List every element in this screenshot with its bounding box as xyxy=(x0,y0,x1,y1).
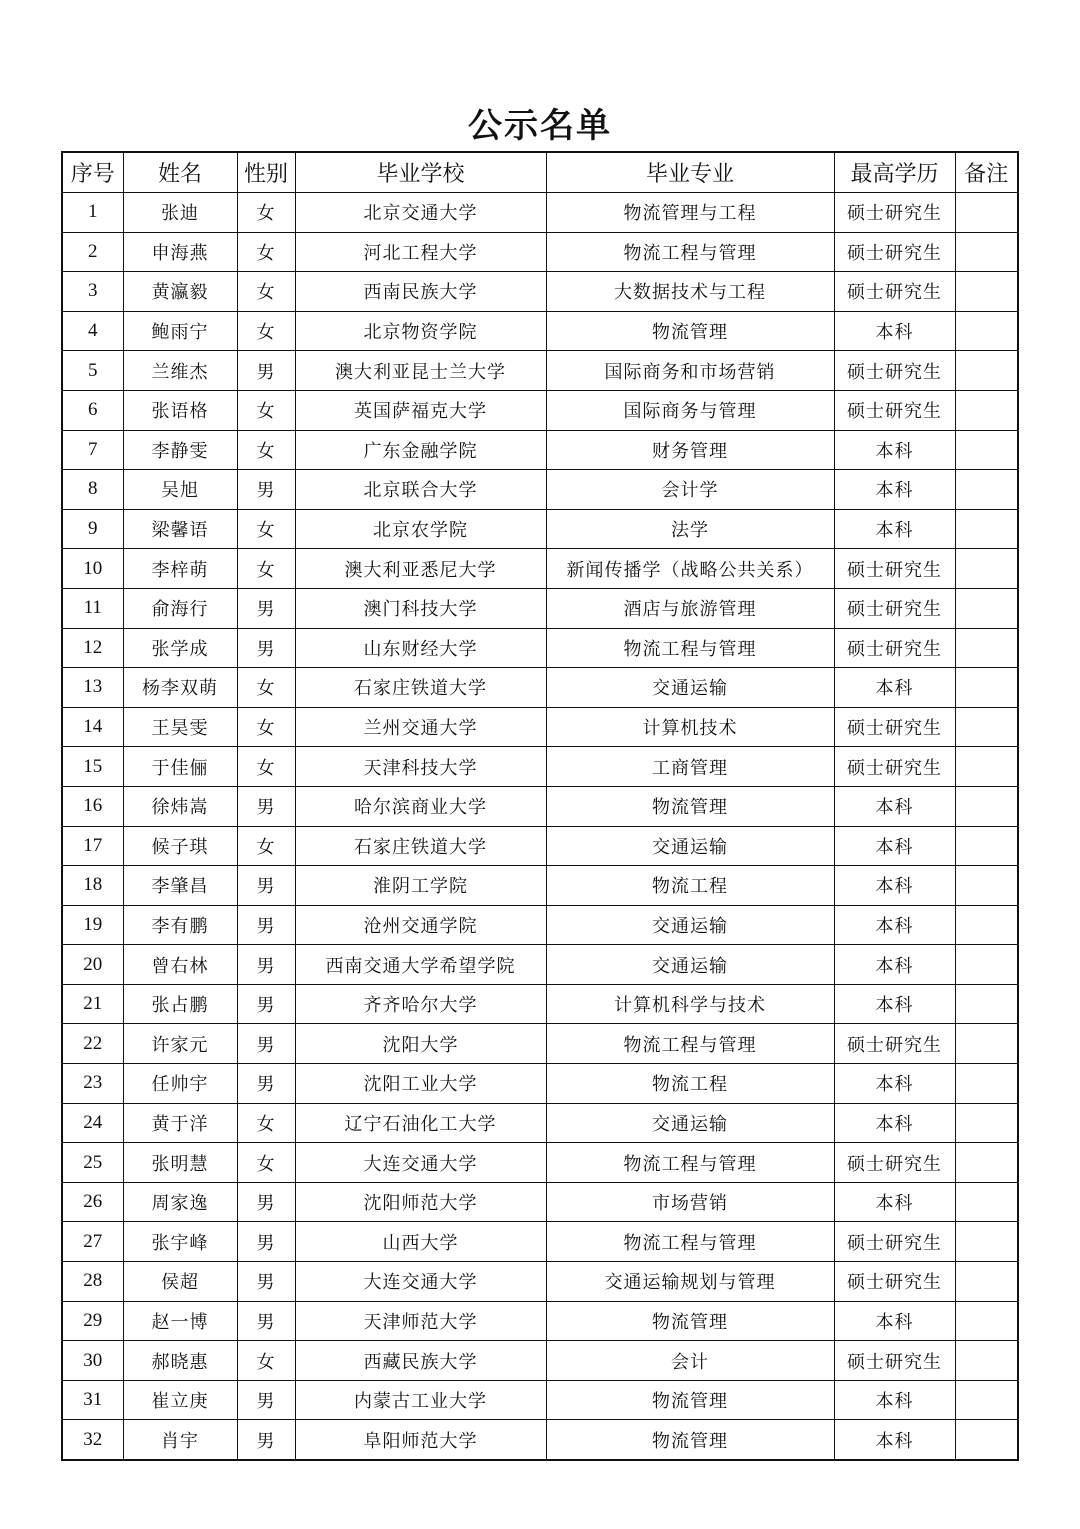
cell-remarks xyxy=(955,272,1018,312)
table-row xyxy=(62,984,1018,1024)
cell-school: 英国萨福克大学 xyxy=(295,390,546,430)
cell-name: 李肇昌 xyxy=(123,866,237,906)
table-row xyxy=(62,1301,1018,1341)
table-row xyxy=(62,588,1018,628)
cell-school: 山东财经大学 xyxy=(295,628,546,668)
cell-remarks xyxy=(955,826,1018,866)
roster-body xyxy=(62,193,1018,1461)
cell-gender: 男 xyxy=(237,866,295,906)
cell-name: 候子琪 xyxy=(123,826,237,866)
cell-remarks xyxy=(955,1143,1018,1183)
table-row xyxy=(62,945,1018,985)
cell-gender: 男 xyxy=(237,945,295,985)
table-row xyxy=(62,707,1018,747)
cell-name: 张语格 xyxy=(123,390,237,430)
cell-remarks xyxy=(955,1262,1018,1302)
cell-major: 国际商务和市场营销 xyxy=(546,351,834,391)
cell-school: 沈阳师范大学 xyxy=(295,1182,546,1222)
cell-major: 工商管理 xyxy=(546,747,834,787)
cell-remarks xyxy=(955,509,1018,549)
cell-name: 吴旭 xyxy=(123,470,237,510)
cell-school: 西南民族大学 xyxy=(295,272,546,312)
cell-degree: 硕士研究生 xyxy=(834,193,955,233)
cell-major: 法学 xyxy=(546,509,834,549)
table-row xyxy=(62,509,1018,549)
table-row xyxy=(62,430,1018,470)
cell-remarks xyxy=(955,984,1018,1024)
table-row xyxy=(62,866,1018,906)
cell-degree: 硕士研究生 xyxy=(834,1222,955,1262)
cell-major: 会计学 xyxy=(546,470,834,510)
cell-index: 8 xyxy=(62,470,123,510)
table-row xyxy=(62,232,1018,272)
cell-index: 15 xyxy=(62,747,123,787)
cell-remarks xyxy=(955,707,1018,747)
cell-degree: 本科 xyxy=(834,984,955,1024)
cell-index: 24 xyxy=(62,1103,123,1143)
cell-degree: 硕士研究生 xyxy=(834,1341,955,1381)
header-cell-index: 序号 xyxy=(62,152,123,193)
cell-index: 5 xyxy=(62,351,123,391)
cell-gender: 女 xyxy=(237,707,295,747)
table-row xyxy=(62,1064,1018,1104)
cell-name: 曾右林 xyxy=(123,945,237,985)
cell-school: 辽宁石油化工大学 xyxy=(295,1103,546,1143)
cell-index: 6 xyxy=(62,390,123,430)
cell-school: 内蒙古工业大学 xyxy=(295,1380,546,1420)
table-row xyxy=(62,311,1018,351)
cell-index: 27 xyxy=(62,1222,123,1262)
cell-name: 张宇峰 xyxy=(123,1222,237,1262)
cell-name: 周家逸 xyxy=(123,1182,237,1222)
cell-degree: 硕士研究生 xyxy=(834,1262,955,1302)
cell-name: 侯超 xyxy=(123,1262,237,1302)
cell-major: 会计 xyxy=(546,1341,834,1381)
cell-school: 澳大利亚昆士兰大学 xyxy=(295,351,546,391)
table-row xyxy=(62,1222,1018,1262)
cell-degree: 本科 xyxy=(834,1380,955,1420)
cell-index: 14 xyxy=(62,707,123,747)
cell-remarks xyxy=(955,1064,1018,1104)
cell-major: 交通运输 xyxy=(546,905,834,945)
cell-gender: 男 xyxy=(237,786,295,826)
cell-school: 北京农学院 xyxy=(295,509,546,549)
cell-school: 山西大学 xyxy=(295,1222,546,1262)
table-row xyxy=(62,905,1018,945)
cell-gender: 女 xyxy=(237,1103,295,1143)
cell-remarks xyxy=(955,1182,1018,1222)
cell-major: 财务管理 xyxy=(546,430,834,470)
cell-school: 淮阴工学院 xyxy=(295,866,546,906)
cell-name: 于佳俪 xyxy=(123,747,237,787)
table-row xyxy=(62,826,1018,866)
cell-name: 李有鹏 xyxy=(123,905,237,945)
cell-degree: 本科 xyxy=(834,1301,955,1341)
cell-gender: 男 xyxy=(237,628,295,668)
header-cell-major: 毕业专业 xyxy=(546,152,834,193)
cell-major: 物流管理 xyxy=(546,1420,834,1460)
table-row xyxy=(62,272,1018,312)
cell-degree: 本科 xyxy=(834,945,955,985)
table-row xyxy=(62,390,1018,430)
cell-index: 20 xyxy=(62,945,123,985)
cell-school: 西藏民族大学 xyxy=(295,1341,546,1381)
cell-index: 31 xyxy=(62,1380,123,1420)
cell-gender: 男 xyxy=(237,1064,295,1104)
cell-remarks xyxy=(955,470,1018,510)
cell-name: 杨李双萌 xyxy=(123,668,237,708)
cell-major: 交通运输 xyxy=(546,668,834,708)
cell-index: 23 xyxy=(62,1064,123,1104)
cell-index: 13 xyxy=(62,668,123,708)
cell-gender: 男 xyxy=(237,1262,295,1302)
cell-index: 12 xyxy=(62,628,123,668)
cell-name: 黄于洋 xyxy=(123,1103,237,1143)
cell-remarks xyxy=(955,193,1018,233)
cell-school: 广东金融学院 xyxy=(295,430,546,470)
cell-school: 北京物资学院 xyxy=(295,311,546,351)
cell-remarks xyxy=(955,1103,1018,1143)
header-cell-school: 毕业学校 xyxy=(295,152,546,193)
cell-index: 16 xyxy=(62,786,123,826)
cell-major: 物流管理 xyxy=(546,786,834,826)
header-cell-degree: 最高学历 xyxy=(834,152,955,193)
cell-remarks xyxy=(955,311,1018,351)
cell-school: 天津师范大学 xyxy=(295,1301,546,1341)
table-row xyxy=(62,1103,1018,1143)
cell-gender: 男 xyxy=(237,470,295,510)
cell-index: 10 xyxy=(62,549,123,589)
cell-school: 河北工程大学 xyxy=(295,232,546,272)
header-cell-gender: 性别 xyxy=(237,152,295,193)
table-row xyxy=(62,628,1018,668)
cell-name: 徐炜嵩 xyxy=(123,786,237,826)
cell-degree: 硕士研究生 xyxy=(834,232,955,272)
cell-degree: 本科 xyxy=(834,1103,955,1143)
cell-major: 国际商务与管理 xyxy=(546,390,834,430)
table-row xyxy=(62,1420,1018,1460)
cell-gender: 女 xyxy=(237,272,295,312)
cell-degree: 硕士研究生 xyxy=(834,390,955,430)
cell-major: 物流管理 xyxy=(546,311,834,351)
cell-degree: 硕士研究生 xyxy=(834,1143,955,1183)
cell-gender: 男 xyxy=(237,1380,295,1420)
cell-remarks xyxy=(955,668,1018,708)
cell-remarks xyxy=(955,786,1018,826)
table-row xyxy=(62,747,1018,787)
cell-name: 李梓萌 xyxy=(123,549,237,589)
cell-degree: 本科 xyxy=(834,311,955,351)
table-row xyxy=(62,470,1018,510)
cell-gender: 女 xyxy=(237,390,295,430)
cell-index: 17 xyxy=(62,826,123,866)
cell-index: 11 xyxy=(62,588,123,628)
cell-major: 物流工程 xyxy=(546,1064,834,1104)
cell-major: 交通运输 xyxy=(546,1103,834,1143)
cell-gender: 女 xyxy=(237,509,295,549)
cell-remarks xyxy=(955,351,1018,391)
page-title: 公示名单 xyxy=(468,106,612,146)
cell-index: 22 xyxy=(62,1024,123,1064)
cell-major: 物流工程与管理 xyxy=(546,1024,834,1064)
cell-school: 北京交通大学 xyxy=(295,193,546,233)
cell-gender: 女 xyxy=(237,549,295,589)
cell-gender: 男 xyxy=(237,1182,295,1222)
cell-remarks xyxy=(955,430,1018,470)
cell-index: 30 xyxy=(62,1341,123,1381)
table-row xyxy=(62,1024,1018,1064)
cell-school: 澳大利亚悉尼大学 xyxy=(295,549,546,589)
cell-gender: 女 xyxy=(237,232,295,272)
cell-school: 大连交通大学 xyxy=(295,1143,546,1183)
cell-major: 计算机技术 xyxy=(546,707,834,747)
cell-degree: 硕士研究生 xyxy=(834,588,955,628)
cell-name: 梁馨语 xyxy=(123,509,237,549)
cell-degree: 本科 xyxy=(834,430,955,470)
cell-degree: 本科 xyxy=(834,866,955,906)
header-row xyxy=(62,152,1018,193)
cell-index: 26 xyxy=(62,1182,123,1222)
cell-remarks xyxy=(955,866,1018,906)
cell-school: 齐齐哈尔大学 xyxy=(295,984,546,1024)
cell-school: 大连交通大学 xyxy=(295,1262,546,1302)
cell-gender: 女 xyxy=(237,826,295,866)
header-cell-remarks: 备注 xyxy=(955,152,1018,193)
cell-remarks xyxy=(955,1301,1018,1341)
cell-remarks xyxy=(955,1222,1018,1262)
cell-name: 鲍雨宁 xyxy=(123,311,237,351)
cell-remarks xyxy=(955,905,1018,945)
cell-major: 酒店与旅游管理 xyxy=(546,588,834,628)
cell-major: 物流管理 xyxy=(546,1380,834,1420)
cell-major: 物流管理 xyxy=(546,1301,834,1341)
cell-degree: 本科 xyxy=(834,786,955,826)
cell-gender: 男 xyxy=(237,1420,295,1460)
cell-remarks xyxy=(955,232,1018,272)
cell-name: 张占鹏 xyxy=(123,984,237,1024)
cell-major: 物流工程与管理 xyxy=(546,1143,834,1183)
cell-major: 计算机科学与技术 xyxy=(546,984,834,1024)
cell-index: 9 xyxy=(62,509,123,549)
table-row xyxy=(62,668,1018,708)
cell-degree: 本科 xyxy=(834,668,955,708)
cell-name: 郝晓惠 xyxy=(123,1341,237,1381)
cell-degree: 本科 xyxy=(834,1182,955,1222)
table-row xyxy=(62,351,1018,391)
cell-name: 许家元 xyxy=(123,1024,237,1064)
cell-major: 大数据技术与工程 xyxy=(546,272,834,312)
cell-degree: 本科 xyxy=(834,509,955,549)
cell-major: 交通运输 xyxy=(546,945,834,985)
cell-name: 肖宇 xyxy=(123,1420,237,1460)
cell-remarks xyxy=(955,1341,1018,1381)
cell-degree: 硕士研究生 xyxy=(834,272,955,312)
cell-index: 2 xyxy=(62,232,123,272)
cell-degree: 硕士研究生 xyxy=(834,351,955,391)
cell-name: 赵一博 xyxy=(123,1301,237,1341)
cell-gender: 男 xyxy=(237,1222,295,1262)
cell-school: 石家庄铁道大学 xyxy=(295,826,546,866)
cell-remarks xyxy=(955,1380,1018,1420)
cell-index: 19 xyxy=(62,905,123,945)
cell-remarks xyxy=(955,1024,1018,1064)
cell-school: 西南交通大学希望学院 xyxy=(295,945,546,985)
cell-degree: 硕士研究生 xyxy=(834,628,955,668)
cell-name: 崔立庚 xyxy=(123,1380,237,1420)
cell-degree: 本科 xyxy=(834,1420,955,1460)
roster-table xyxy=(61,151,1019,1461)
cell-name: 李静雯 xyxy=(123,430,237,470)
cell-gender: 女 xyxy=(237,1341,295,1381)
cell-gender: 女 xyxy=(237,1143,295,1183)
table-row xyxy=(62,1182,1018,1222)
cell-major: 新闻传播学（战略公共关系） xyxy=(546,549,834,589)
cell-name: 张明慧 xyxy=(123,1143,237,1183)
table-row xyxy=(62,549,1018,589)
cell-index: 29 xyxy=(62,1301,123,1341)
cell-degree: 本科 xyxy=(834,1064,955,1104)
cell-index: 25 xyxy=(62,1143,123,1183)
cell-major: 物流工程 xyxy=(546,866,834,906)
table-row xyxy=(62,1262,1018,1302)
cell-degree: 本科 xyxy=(834,470,955,510)
cell-gender: 男 xyxy=(237,351,295,391)
cell-school: 兰州交通大学 xyxy=(295,707,546,747)
cell-remarks xyxy=(955,747,1018,787)
cell-index: 21 xyxy=(62,984,123,1024)
cell-school: 沈阳大学 xyxy=(295,1024,546,1064)
cell-major: 交通运输规划与管理 xyxy=(546,1262,834,1302)
cell-major: 物流管理与工程 xyxy=(546,193,834,233)
cell-name: 申海燕 xyxy=(123,232,237,272)
cell-remarks xyxy=(955,390,1018,430)
cell-school: 阜阳师范大学 xyxy=(295,1420,546,1460)
cell-major: 市场营销 xyxy=(546,1182,834,1222)
cell-school: 天津科技大学 xyxy=(295,747,546,787)
cell-gender: 女 xyxy=(237,193,295,233)
cell-name: 王昊雯 xyxy=(123,707,237,747)
cell-remarks xyxy=(955,1420,1018,1460)
cell-name: 任帅宇 xyxy=(123,1064,237,1104)
cell-school: 沧州交通学院 xyxy=(295,905,546,945)
cell-gender: 女 xyxy=(237,668,295,708)
cell-gender: 男 xyxy=(237,1301,295,1341)
cell-school: 沈阳工业大学 xyxy=(295,1064,546,1104)
cell-major: 交通运输 xyxy=(546,826,834,866)
cell-gender: 女 xyxy=(237,311,295,351)
cell-index: 4 xyxy=(62,311,123,351)
cell-gender: 男 xyxy=(237,1024,295,1064)
cell-degree: 本科 xyxy=(834,905,955,945)
cell-gender: 男 xyxy=(237,984,295,1024)
cell-degree: 硕士研究生 xyxy=(834,747,955,787)
cell-school: 哈尔滨商业大学 xyxy=(295,786,546,826)
table-row xyxy=(62,193,1018,233)
cell-degree: 硕士研究生 xyxy=(834,707,955,747)
cell-major: 物流工程与管理 xyxy=(546,628,834,668)
table-row xyxy=(62,1341,1018,1381)
cell-index: 32 xyxy=(62,1420,123,1460)
table-row xyxy=(62,1380,1018,1420)
cell-remarks xyxy=(955,588,1018,628)
cell-school: 澳门科技大学 xyxy=(295,588,546,628)
cell-degree: 硕士研究生 xyxy=(834,549,955,589)
cell-name: 黄瀛毅 xyxy=(123,272,237,312)
cell-index: 28 xyxy=(62,1262,123,1302)
cell-gender: 男 xyxy=(237,588,295,628)
cell-index: 1 xyxy=(62,193,123,233)
cell-degree: 硕士研究生 xyxy=(834,1024,955,1064)
table-row xyxy=(62,786,1018,826)
cell-remarks xyxy=(955,945,1018,985)
cell-gender: 女 xyxy=(237,430,295,470)
header-cell-name: 姓名 xyxy=(123,152,237,193)
cell-name: 兰维杰 xyxy=(123,351,237,391)
cell-index: 3 xyxy=(62,272,123,312)
cell-remarks xyxy=(955,628,1018,668)
cell-school: 石家庄铁道大学 xyxy=(295,668,546,708)
table-row xyxy=(62,1143,1018,1183)
cell-name: 俞海行 xyxy=(123,588,237,628)
cell-school: 北京联合大学 xyxy=(295,470,546,510)
cell-name: 张迪 xyxy=(123,193,237,233)
cell-gender: 女 xyxy=(237,747,295,787)
cell-major: 物流工程与管理 xyxy=(546,232,834,272)
cell-gender: 男 xyxy=(237,905,295,945)
cell-index: 7 xyxy=(62,430,123,470)
cell-index: 18 xyxy=(62,866,123,906)
cell-degree: 本科 xyxy=(834,826,955,866)
cell-major: 物流工程与管理 xyxy=(546,1222,834,1262)
cell-remarks xyxy=(955,549,1018,589)
cell-name: 张学成 xyxy=(123,628,237,668)
